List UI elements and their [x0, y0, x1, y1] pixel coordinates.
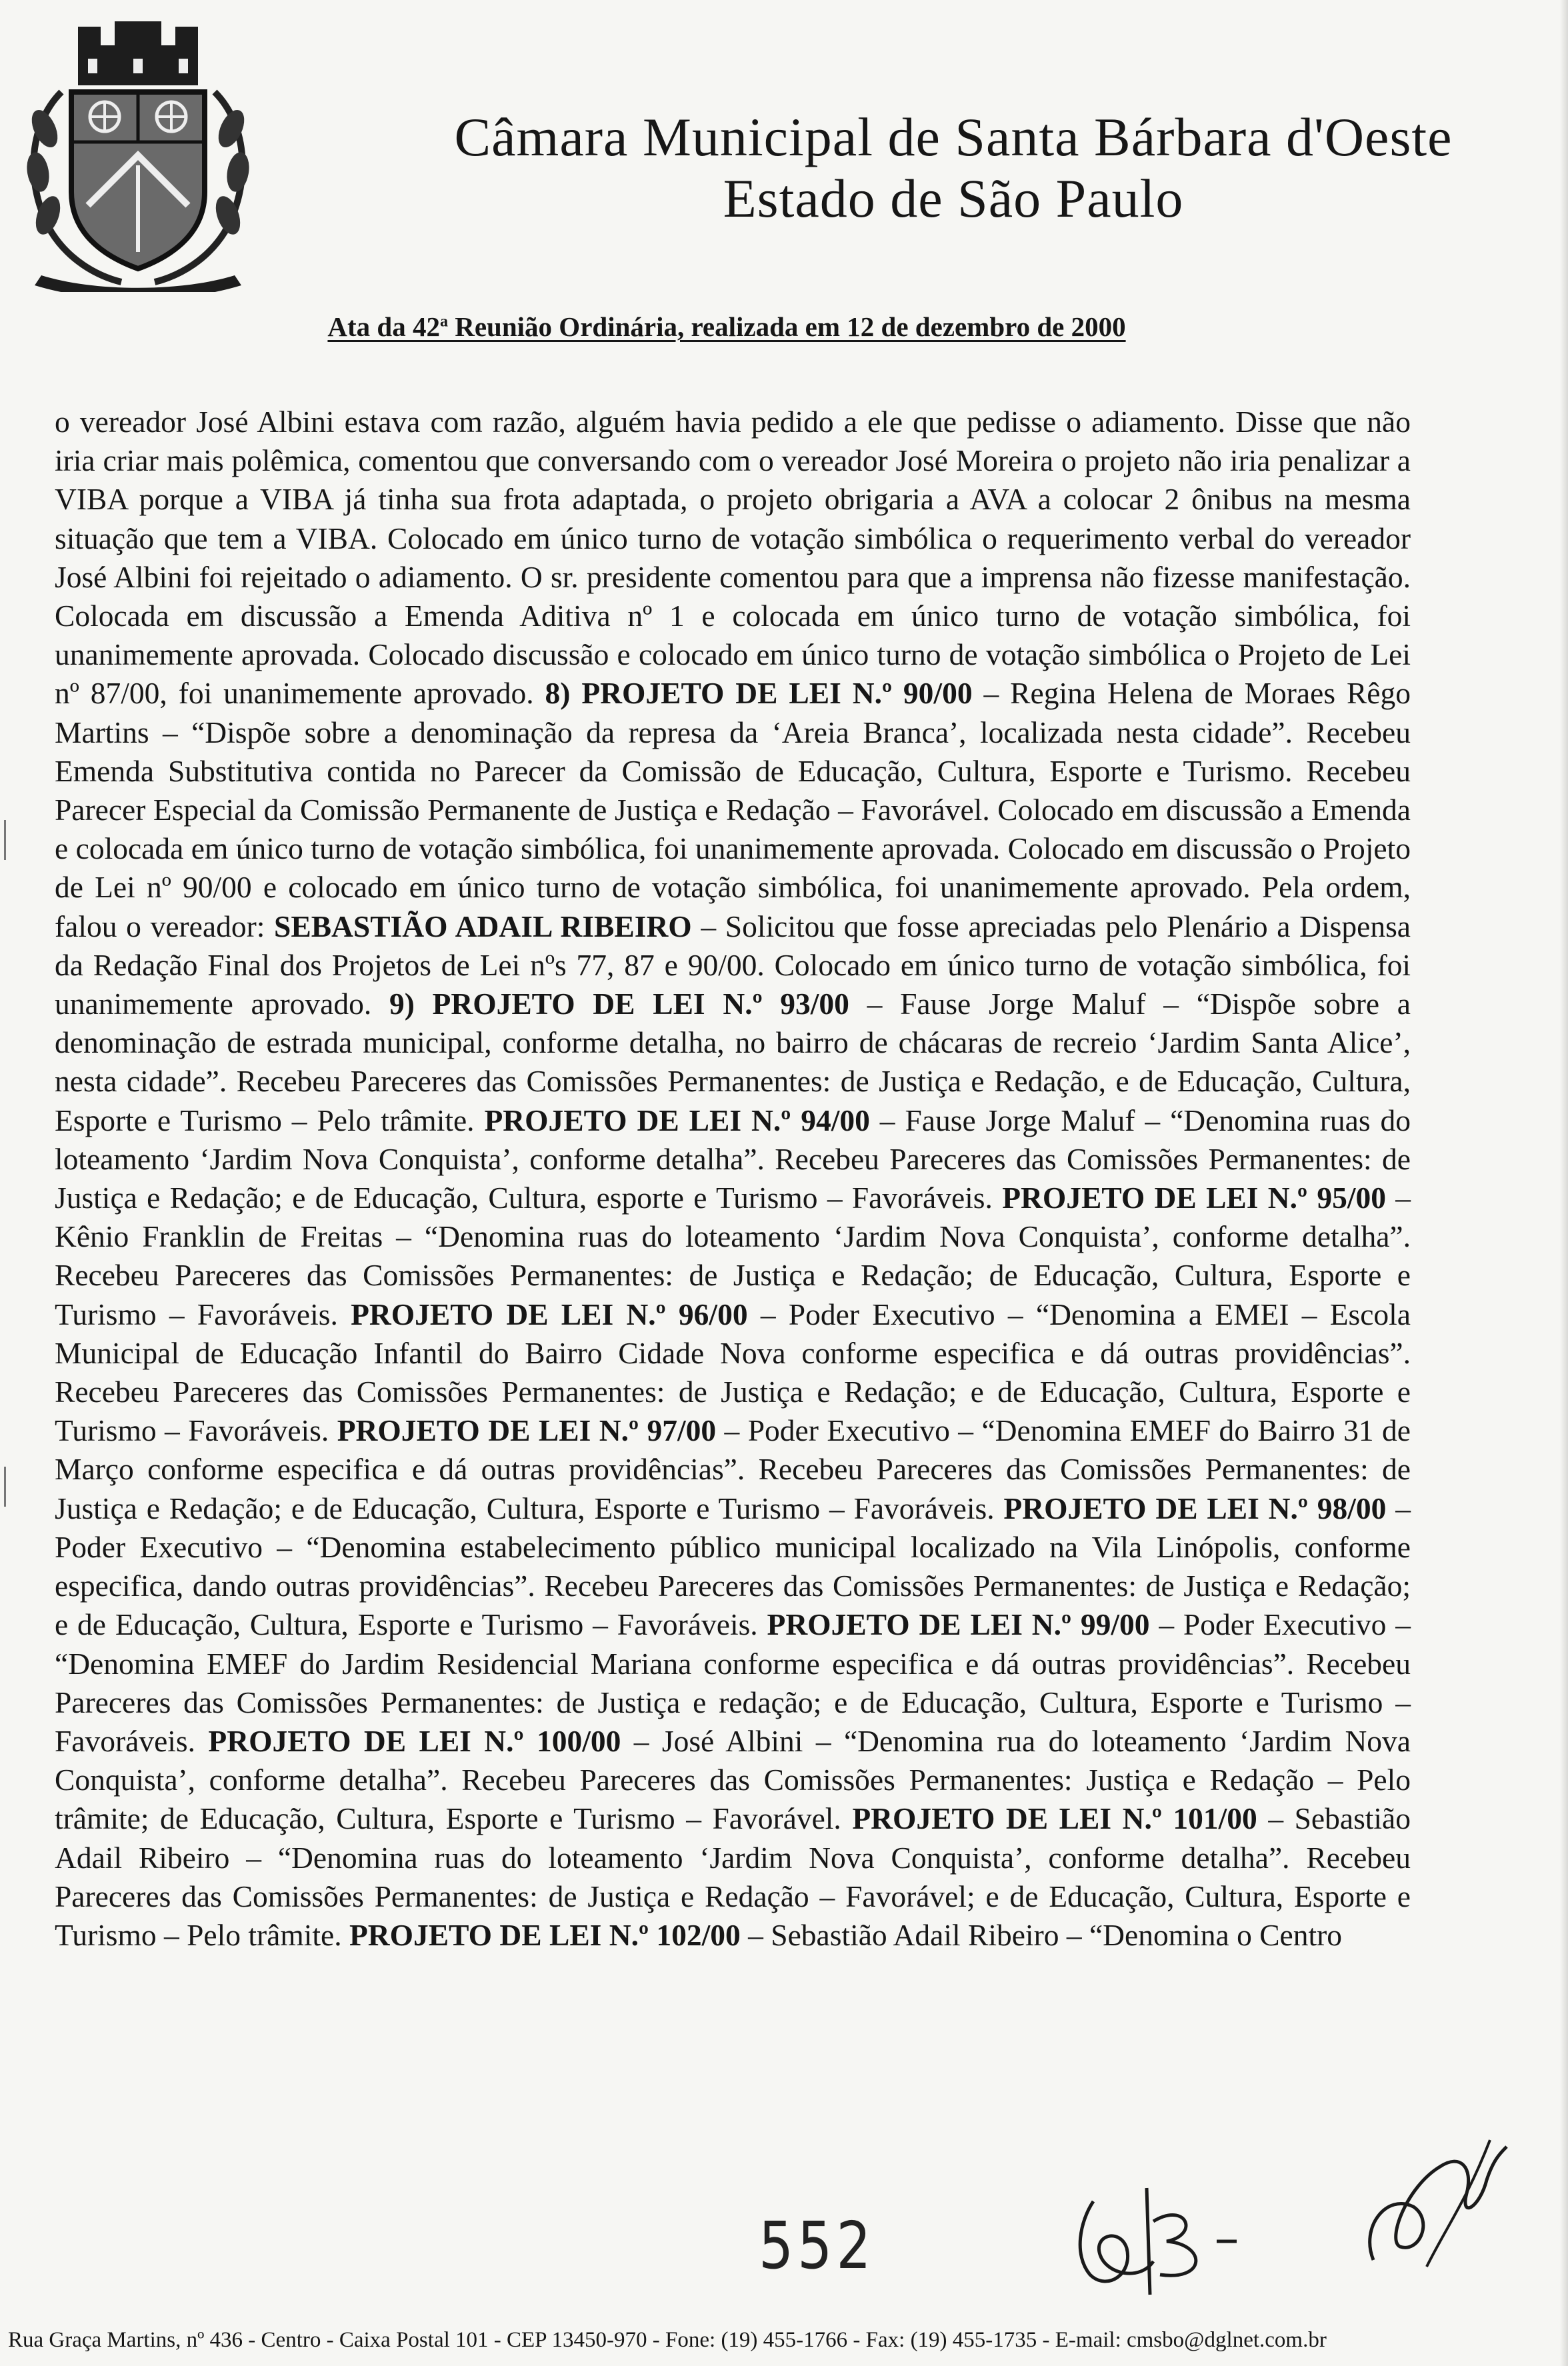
- chamber-name: Câmara Municipal de Santa Bárbara d'Oeste: [454, 107, 1453, 167]
- body-text-segment: o vereador José Albini estava com razão, alguém havia pedido a ele que pedisse o adiamento. Disse que não iria criar mais polêmica, comentou que conversando com o vereador José Moreira o projeto não iria penalizar a VIBA porque a VIBA já tinha sua frota adaptada, o projeto obrigaria a AVA a colocar 2 ônibus na mesma situação que tem a VIBA. Colocado em único turno de votação simbólica o requerimento verbal do vereador José Albini foi rejeitado o adiamento. O sr. presidente comentou para que a imprensa não fizesse manifestação. Colocada em discussão a Emenda Aditiva nº 1 e colocada em único turno de votação simbólica, foi unanimemente aprovada. Colocado discussão e colocado em único turno de votação simbólica o Projeto de Lei nº 87/00, foi unanimemente aprovado.: [55, 405, 1411, 711]
- handwritten-signature: [1347, 2127, 1520, 2287]
- minutes-title-suffix: Reunião Ordinária, realizada em 12 de dezembro de 2000: [448, 311, 1126, 342]
- body-text-segment: – Sebastião Adail Ribeiro – “Denomina ruas do loteamento ‘Jardim Nova Conquista’, conforme detalha”. Recebeu Pareceres das Comissões Permanentes: de Justiça e Redação – Favorável; e de Educação, Cultura, Esporte e Turismo – Pelo trâmite.: [55, 1801, 1411, 1952]
- footer-address: Rua Graça Martins, nº 436 - Centro - Caixa Postal 101 - CEP 13450-970 - Fone: (19) 455-1766 - Fax: (19) 455-1735 - E-mail: cmsbo@dglnet.com.br: [8, 2328, 1327, 2352]
- body-text-segment: – Fause Jorge Maluf – “Dispõe sobre a denominação de estrada municipal, conforme detalha, no bairro de chácaras de recreio ‘Jardim Santa Alice’, nesta cidade”. Recebeu Pareceres das Comissões Permanentes: de Justiça e Redação, e de Educação, Cultura, Esporte e Turismo – Pelo trâmite.: [55, 987, 1411, 1137]
- bill-heading: PROJETO DE LEI N.º 98/00: [1003, 1491, 1387, 1525]
- body-text-segment: – Fause Jorge Maluf – “Denomina ruas do loteamento ‘Jardim Nova Conquista’, conforme detalha”. Recebeu Pareceres das Comissões Permanentes: de Justiça e Redação; e de Educação, Cultura, esporte e Turismo – Favoráveis.: [55, 1103, 1411, 1215]
- bill-heading: PROJETO DE LEI N.º 101/00: [852, 1801, 1257, 1836]
- bill-heading: PROJETO DE LEI N.º 102/00: [349, 1917, 741, 1952]
- body-text-segment: – Poder Executivo – “Denomina a EMEI – Escola Municipal de Educação Infantil do Bairro Cidade Nova conforme especifica e dá outras providências”. Recebeu Pareceres das Comissões Permanentes: de Justiça e Redação; e de Educação, Cultura, Esporte e Turismo – Favoráveis.: [55, 1297, 1411, 1448]
- minutes-title: [220, 304, 1233, 344]
- bill-heading: 9) PROJETO DE LEI N.º 93/00: [389, 987, 849, 1021]
- bill-heading: PROJETO DE LEI N.º 95/00: [1002, 1181, 1386, 1215]
- body-text-segment: – José Albini – “Denomina rua do loteamento ‘Jardim Nova Conquista’, conforme detalha”. Recebeu Pareceres das Comissões Permanentes: Justiça e Redação – Pelo trâmite; de Educação, Cultura, Esporte e Turismo – Favorável.: [55, 1723, 1411, 1836]
- bill-heading: PROJETO DE LEI N.º 99/00: [767, 1607, 1150, 1642]
- handwritten-initials-signature: [1053, 2175, 1247, 2301]
- bill-heading: PROJETO DE LEI N.º 94/00: [484, 1103, 870, 1137]
- municipal-coat-of-arms-icon: [15, 12, 261, 292]
- minutes-title-prefix: Ata da 42: [327, 311, 440, 342]
- body-text-segment: – Solicitou que fosse apreciadas pelo Plenário a Dispensa da Redação Final dos Projetos de Lei nºs 77, 87 e 90/00. Colocado em único turno de votação simbólica, foi unanimemente aprovado.: [55, 909, 1411, 1021]
- bill-heading: 8) PROJETO DE LEI N.º 90/00: [545, 676, 973, 711]
- body-text-segment: – Sebastião Adail Ribeiro – “Denomina o Centro: [740, 1917, 1343, 1952]
- letterhead: [0, 0, 1568, 373]
- page-number: 552: [759, 2209, 875, 2284]
- bill-heading: PROJETO DE LEI N.º 100/00: [208, 1723, 621, 1758]
- minutes-body: [55, 403, 1411, 1955]
- body-text-segment: – Poder Executivo – “Denomina EMEF do Bairro 31 de Março conforme especifica e dá outras providências”. Recebeu Pareceres das Comissões Permanentes: de Justiça e Redação; e de Educação, Cultura, Esporte e Turismo – Favoráveis.: [55, 1413, 1411, 1525]
- body-text-segment: – Kênio Franklin de Freitas – “Denomina ruas do loteamento ‘Jardim Nova Conquista’, conforme detalha”. Recebeu Pareceres das Comissões Permanentes: de Justiça e Redação; de Educação, Cultura, Esporte e Turismo – Favoráveis.: [55, 1181, 1411, 1331]
- body-text-segment: – Poder Executivo – “Denomina EMEF do Jardim Residencial Mariana conforme especifica e dá outras providências”. Recebeu Pareceres das Comissões Permanentes: de Justiça e redação; e de Educação, Cultura, Esporte e Turismo – Favoráveis.: [55, 1607, 1411, 1758]
- scan-margin-mark: [4, 820, 6, 860]
- bill-heading: PROJETO DE LEI N.º 97/00: [337, 1413, 717, 1448]
- bill-heading: PROJETO DE LEI N.º 96/00: [351, 1297, 748, 1331]
- scan-margin-mark: [4, 1467, 6, 1507]
- minutes-title-ordinal: a: [440, 313, 448, 330]
- body-text-segment: – Poder Executivo – “Denomina estabelecimento público municipal localizado na Vila Linópolis, conforme especifica, dando outras providências”. Recebeu Pareceres das Comissões Permanentes: de Justiça e Redação; e de Educação, Cultura, Esporte e Turismo – Favoráveis.: [55, 1491, 1411, 1642]
- body-text-segment: – Regina Helena de Moraes Rêgo Martins – “Dispõe sobre a denominação da represa da ‘Areia Branca’, localizada nesta cidade”. Recebeu Emenda Substitutiva contida no Parecer da Comissão de Educação, Cultura, Esporte e Turismo. Recebeu Parecer Especial da Comissão Permanente de Justiça e Redação – Favorável. Colocado em discussão a Emenda e colocada em único turno de votação simbólica, foi unanimemente aprovada. Colocado em discussão o Projeto de Lei nº 90/00 e colocado em único turno de votação simbólica, foi unanimemente aprovado. Pela ordem, falou o vereador:: [55, 676, 1411, 943]
- councilor-name: SEBASTIÃO ADAIL RIBEIRO: [274, 909, 692, 943]
- state-name: Estado de São Paulo: [723, 168, 1184, 229]
